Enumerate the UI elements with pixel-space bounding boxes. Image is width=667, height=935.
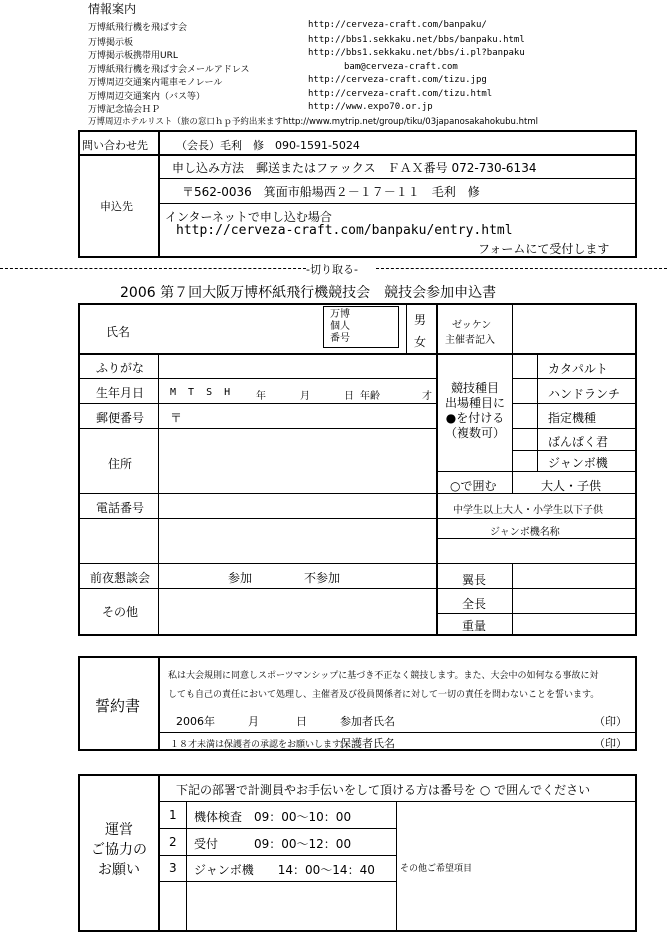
ops-item-text: 受付 09：00～12：00 [194,837,352,851]
apply-label: 申込先 [100,200,133,213]
length-label: 全長 [462,597,487,611]
name-label: 氏名 [106,325,131,339]
ops-item-text: ジャンボ機 14：00～14：40 [194,863,375,877]
info-link[interactable]: http://cerveza-craft.com/tizu.html [308,89,493,99]
info-link[interactable]: http://cerveza-craft.com/tizu.jpg [308,75,487,85]
phone-label: 電話番号 [96,501,145,515]
form-note: フォームにて受付します [478,242,610,256]
guardian-label: 保護者氏名 [340,737,395,750]
member-lines: 万博 個人 番号 [330,309,350,344]
postal-mark: 〒 [170,411,183,425]
apply-method: 申し込み方法 郵送またはファックス ＦＡＸ番号 072-730-6134 [172,161,537,175]
info-heading: 情報案内 [88,2,137,16]
event-item: 指定機種 [548,411,597,425]
info-label: 万博周辺交通案内（バス等） [88,92,206,102]
info-label: 万博周辺交通案内電車モノレール [88,78,223,88]
event-item: ばんぱく君 [548,435,609,449]
circle-label: ○で囲む [450,479,497,493]
info-link[interactable]: http://cerveza-craft.com/banpaku/ [308,20,487,30]
pledge-text-2: しても自己の責任において処理し、主催者及び役員関係者に対して一切の責任を問わないことを誓います。 [168,690,600,700]
info-link[interactable]: http://www.expo70.or.jp [308,102,433,112]
furigana-label: ふりがな [96,361,145,375]
gender-female[interactable]: 女 [414,335,427,349]
internet-title: インターネットで申し込む場合 [165,210,332,224]
internet-url[interactable]: http://cerveza-craft.com/banpaku/entry.html [176,223,513,238]
seal-2: （印） [594,737,627,750]
party-no[interactable]: 不参加 [304,571,341,585]
event-instructions: 競技種目 出場種目に ●を付ける （複数可） [444,381,505,440]
zekken-label: ゼッケン [452,320,492,331]
postal-label: 郵便番号 [96,411,145,425]
cut-line-right [376,268,667,269]
seal-1: （印） [594,715,627,728]
ops-item-num[interactable]: 3 [169,861,177,875]
participant-label: 参加者氏名 [340,715,395,728]
other-label: その他 [102,605,139,619]
info-label: 万博紙飛行機を飛ばす会メールアドレス [88,65,250,75]
pledge-year: 2006年 [176,715,215,728]
info-link[interactable]: http://bbs1.sekkaku.net/bbs/banpaku.html [308,35,525,45]
inquiry-value: （会長）毛利 修 090-1591-5024 [176,139,360,152]
age-unit: 才 [422,391,432,402]
event-item: ハンドランチ [548,387,621,401]
pledge-text-1: 私は大会規則に同意しスポーツマンシップに基づき不正なく競技します。また、大会中の如何なる事故に対 [168,671,599,681]
pledge-day: 日 [296,715,307,728]
ops-instruction: 下記の部署で計測員やお手伝いをして頂ける方は番号を ○ で囲んでください [176,783,591,797]
form-title: 2006 第７回大阪万博杯紙飛行機競技会 競技会参加申込書 [120,285,497,301]
gender-male[interactable]: 男 [414,313,427,327]
info-link[interactable]: bam@cerveza-craft.com [344,62,458,72]
info-label: 万博掲示板携帯用URL [88,51,178,61]
birth-month-unit: 月 [300,391,310,402]
birth-day-unit: 日 [344,391,354,402]
party-label: 前夜懇談会 [90,571,151,585]
weight-label: 重量 [462,619,487,633]
pledge-month: 月 [248,715,259,728]
event-item: ジャンボ機 [548,456,608,470]
pledge-label: 誓約書 [95,697,141,715]
other-request-label: その他ご希望項目 [400,864,473,874]
ops-item-num[interactable]: 1 [169,808,177,822]
era-options[interactable]: M T S H [170,387,234,398]
info-label: 万博紙飛行機を飛ばす会 [88,23,188,33]
zekken-note: 主催者記入 [445,335,495,346]
info-link[interactable]: http://bbs1.sekkaku.net/bbs/i.pl?banpaku [308,48,525,58]
cut-line-left [0,268,306,269]
wing-label: 翼長 [462,573,487,587]
inquiry-label: 問い合わせ先 [82,139,148,152]
category-note: 中学生以上大人・小学生以下子供 [453,505,603,516]
apply-address: 〒562-0036 箕面市船場西２－１７－１１ 毛利 修 [182,185,480,199]
birth-year-unit: 年 [256,391,266,402]
jumbo-name-label: ジャンボ機名称 [490,527,560,538]
age-label: 年齢 [360,391,380,402]
cut-label: -切り取る- [306,263,358,276]
birth-label: 生年月日 [96,386,145,400]
party-yes[interactable]: 参加 [228,571,253,585]
ops-label: 運営 ご協力の お願い [91,822,147,878]
category-main[interactable]: 大人・子供 [541,479,602,493]
info-hotel[interactable]: 万博周辺ホテルリスト（旅の窓口ｈｐ予約出来ますhttp://www.mytrip.net/group/tiku/03japanosakahokubu.html [88,117,538,127]
info-label: 万博記念協会ＨＰ [88,105,161,115]
info-label: 万博掲示板 [88,38,134,48]
ops-item-text: 機体検査 09：00～10：00 [194,810,352,824]
address-label: 住所 [108,457,133,471]
ops-item-num[interactable]: 2 [169,835,177,849]
minor-note: １８才未満は保護者の承認をお願いします。 [170,740,350,750]
event-item: カタパルト [548,362,608,376]
